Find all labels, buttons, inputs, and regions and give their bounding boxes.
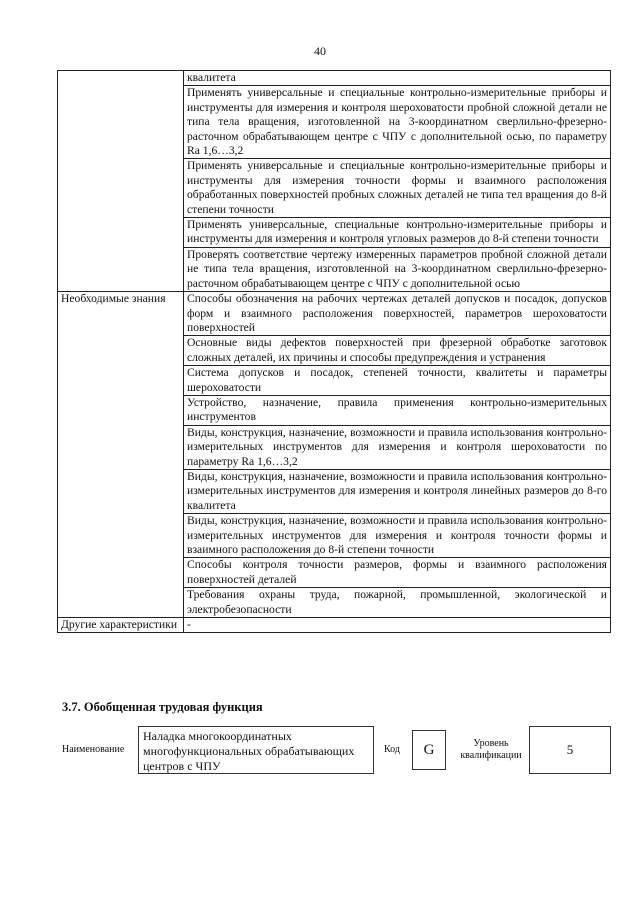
table-cell (184, 425, 611, 469)
function-summary-row (62, 726, 622, 774)
row-group-label: Другие характеристики (58, 618, 184, 633)
cell-text: Проверять соответствие чертежу измеренных параметров пробной сложной детали не типа тела вращения, изготовленной на 3-координатном сверлильно-фрезерно-расточном обрабатывающем центре с ЧПУ с дополнительной осью (187, 247, 607, 290)
table-cell (184, 395, 611, 425)
table-cell (184, 247, 611, 291)
cell-text: Применять универсальные и специальные контрольно-измерительные приборы и инструменты для измерения и контроля шероховатости пробной сложной детали не типа тела вращения, изготовленной на 3-координатном сверлильно-фрезерно-расточном обрабатывающем центре с ЧПУ с дополнительной осью, по параметру Ra 1,6…3,2 (187, 86, 607, 158)
code-label: Код (384, 744, 400, 755)
row-group-label (58, 71, 184, 292)
table-cell (184, 558, 611, 588)
cell-text: Система допусков и посадок, степеней точности, квалитеты и параметры шероховатости (187, 366, 607, 394)
table-cell (184, 218, 611, 248)
code-value-box: G (412, 730, 446, 770)
table-cell (184, 336, 611, 366)
cell-text: Применять универсальные, специальные контрольно-измерительные приборы и инструменты для измерения и контроля угловых размеров до 8-й степени точности (187, 218, 607, 246)
table-cell (184, 366, 611, 396)
table-cell (184, 514, 611, 558)
cell-text: Виды, конструкция, назначение, возможности и правила использования контрольно-измерительных инструментов для измерения и контроля шероховатости по параметру Ra 1,6…3,2 (187, 425, 607, 468)
table-cell (184, 86, 611, 159)
row-group-label: Необходимые знания (58, 292, 184, 618)
table-row (58, 292, 611, 336)
level-value-box: 5 (529, 726, 611, 774)
name-value-box: Наладка многокоординатных многофункциональных обрабатывающих центров с ЧПУ (138, 726, 374, 774)
level-label: Уровень квалификации (460, 738, 522, 761)
cell-text: Основные виды дефектов поверхностей при фрезерной обработке заготовок сложных деталей, их причины и способы предупреждения и устранения (187, 336, 607, 364)
cell-text: Виды, конструкция, назначение, возможности и правила использования контрольно-измерительных инструментов для измерения и контроля линейных размеров до 8-го квалитета (187, 469, 607, 512)
table-cell (184, 71, 611, 86)
table-cell (184, 588, 611, 618)
cell-text: Способы обозначения на рабочих чертежах деталей допусков и посадок, допусков форм и взаимного расположения поверхностей, параметров шероховатости поверхностей (187, 292, 607, 334)
page-number: 40 (314, 44, 326, 58)
cell-text: Применять универсальные и специальные контрольно-измерительные приборы и инструменты для измерения точности формы и взаимного расположения обработанных поверхностей пробных сложных деталей не типа тел вращения до 8-й степени точности (187, 159, 607, 216)
cell-text: Требования охраны труда, пожарной, промышленной, экологической и электробезопасности (187, 588, 607, 616)
cell-text: - (187, 618, 191, 632)
cell-text: Устройство, назначение, правила применения контрольно-измерительных инструментов (187, 395, 607, 424)
cell-text: квалитета (187, 71, 236, 84)
section-title: 3.7. Обобщенная трудовая функция (62, 700, 263, 714)
table-cell (184, 618, 611, 633)
skills-knowledge-table (57, 70, 611, 633)
cell-text: Виды, конструкция, назначение, возможности и правила использования контрольно-измерительных инструментов для измерения и контроля точности формы и взаимного расположения до 8-й степени точности (187, 514, 607, 556)
table-cell (184, 292, 611, 336)
table-row (58, 618, 611, 633)
table-row (58, 71, 611, 86)
table-cell (184, 469, 611, 513)
name-label: Наименование (62, 744, 125, 755)
table-cell (184, 159, 611, 218)
cell-text: Способы контроля точности размеров, формы и взаимного расположения поверхностей деталей (187, 558, 607, 586)
